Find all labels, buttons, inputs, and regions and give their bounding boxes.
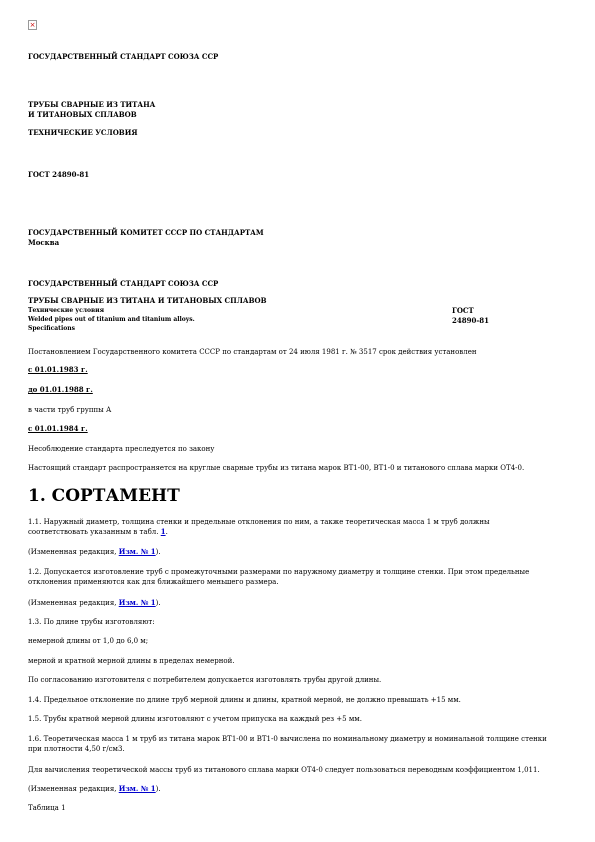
paragraph-1-3: 1.3. По длине трубы изготовляют:	[28, 618, 155, 626]
paragraph-1-1: 1.1. Наружный диаметр, толщина стенки и предельные отклонения по ним, а также теоретическая масса 1 м труб должны соответствовать указанным в табл. 1.	[28, 518, 490, 536]
amendment-prefix: (Измененная редакция,	[28, 548, 117, 556]
length-2: мерной и кратной мерной длины в пределах немерной.	[28, 657, 235, 665]
city: Москва	[28, 238, 60, 247]
ot4-coefficient: Для вычисления теоретической массы труб из титанового сплава марки ОТ4-0 следует пользоваться переводным коэффициентом 1,011.	[28, 766, 540, 774]
gost-number: ГОСТ 24890-81	[28, 170, 90, 179]
broken-image-icon: ×	[29, 21, 36, 29]
gost-code: 24890-81	[452, 316, 489, 325]
title-en: Welded pipes out of titanium and titanium alloys.	[28, 316, 195, 323]
amendment-suffix: ).	[155, 599, 161, 607]
length-3: По согласованию изготовителя с потребителем допускается изготовлять трубы другой длины.	[28, 676, 382, 684]
committee: ГОСУДАРСТВЕННЫЙ КОМИТЕТ СССР ПО СТАНДАРТАМ	[28, 228, 264, 237]
pipe-group: в части труб группы А	[28, 406, 112, 414]
doc-subtitle: ТЕХНИЧЕСКИЕ УСЛОВИЯ	[28, 128, 138, 137]
paragraph-1-5: 1.5. Трубы кратной мерной длины изготовляют с учетом припуска на каждый рез +5 мм.	[28, 715, 362, 723]
doc-title-line1: ТРУБЫ СВАРНЫЕ ИЗ ТИТАНА	[28, 100, 156, 109]
doc-title-body: ТРУБЫ СВАРНЫЕ ИЗ ТИТАНА И ТИТАНОВЫХ СПЛАВОВ	[28, 296, 267, 305]
standard-title-body: ГОСУДАРСТВЕННЫЙ СТАНДАРТ СОЮЗА ССР	[28, 279, 219, 288]
section-heading: 1. СОРТАМЕНТ	[28, 486, 180, 506]
amendment-note	[28, 784, 161, 794]
table-1-link[interactable]: 1	[160, 527, 166, 536]
spec-en: Specifications	[28, 325, 75, 332]
violation: Несоблюдение стандарта преследуется по закону	[28, 445, 215, 453]
amendment-link[interactable]: Изм. № 1	[118, 598, 156, 607]
standard-title: ГОСУДАРСТВЕННЫЙ СТАНДАРТ СОЮЗА ССР	[28, 52, 219, 61]
amendment-link[interactable]: Изм. № 1	[118, 547, 156, 556]
amendment-note	[28, 598, 161, 608]
amendment-suffix: ).	[155, 548, 161, 556]
paragraph-1-6: 1.6. Теоретическая масса 1 м труб из титана марок ВТ1-00 и ВТ1-0 вычислена по номинальному диаметру и номинальной толщине стенки при плотности 4,50 г/см3.	[28, 735, 547, 753]
length-1: немерной длины от 1,0 до 6,0 м;	[28, 637, 149, 645]
date-1: с 01.01.1983 г.	[28, 365, 88, 374]
amendment-prefix: (Измененная редакция,	[28, 599, 117, 607]
table-caption: Таблица 1	[28, 804, 66, 812]
amendment-link[interactable]: Изм. № 1	[118, 784, 156, 793]
amendment-prefix: (Измененная редакция,	[28, 785, 117, 793]
date-3: с 01.01.1984 г.	[28, 424, 88, 433]
paragraph-1-1-text: 1.1. Наружный диаметр, толщина стенки и предельные отклонения по ним, а также теоретическая масса 1 м труб должны соответствовать указанным в табл.	[28, 518, 490, 536]
doc-title-line2: И ТИТАНОВЫХ СПЛАВОВ	[28, 110, 137, 119]
amendment-note	[28, 547, 161, 557]
gost-label: ГОСТ	[452, 306, 474, 315]
date-2: до 01.01.1988 г.	[28, 385, 93, 394]
decree: Постановлением Государственного комитета СССР по стандартам от 24 июля 1981 г. № 3517 срок действия установлен	[28, 348, 477, 356]
spec-ru: Технические условия	[28, 307, 105, 314]
amendment-suffix: ).	[155, 785, 161, 793]
paragraph-1-4: 1.4. Предельное отклонение по длине труб мерной длины и длины, кратной мерной, не должно превышать +15 мм.	[28, 696, 461, 704]
scope: Настоящий стандарт распространяется на круглые сварные трубы из титана марок ВТ1-00, ВТ1-0 и титанового сплава марки ОТ4-0.	[28, 464, 525, 472]
paragraph-1-2: 1.2. Допускается изготовление труб с промежуточными размерами по наружному диаметру и толщине стенки. При этом предельные отклонения применяются как для ближайшего меньшего размера.	[28, 568, 530, 586]
